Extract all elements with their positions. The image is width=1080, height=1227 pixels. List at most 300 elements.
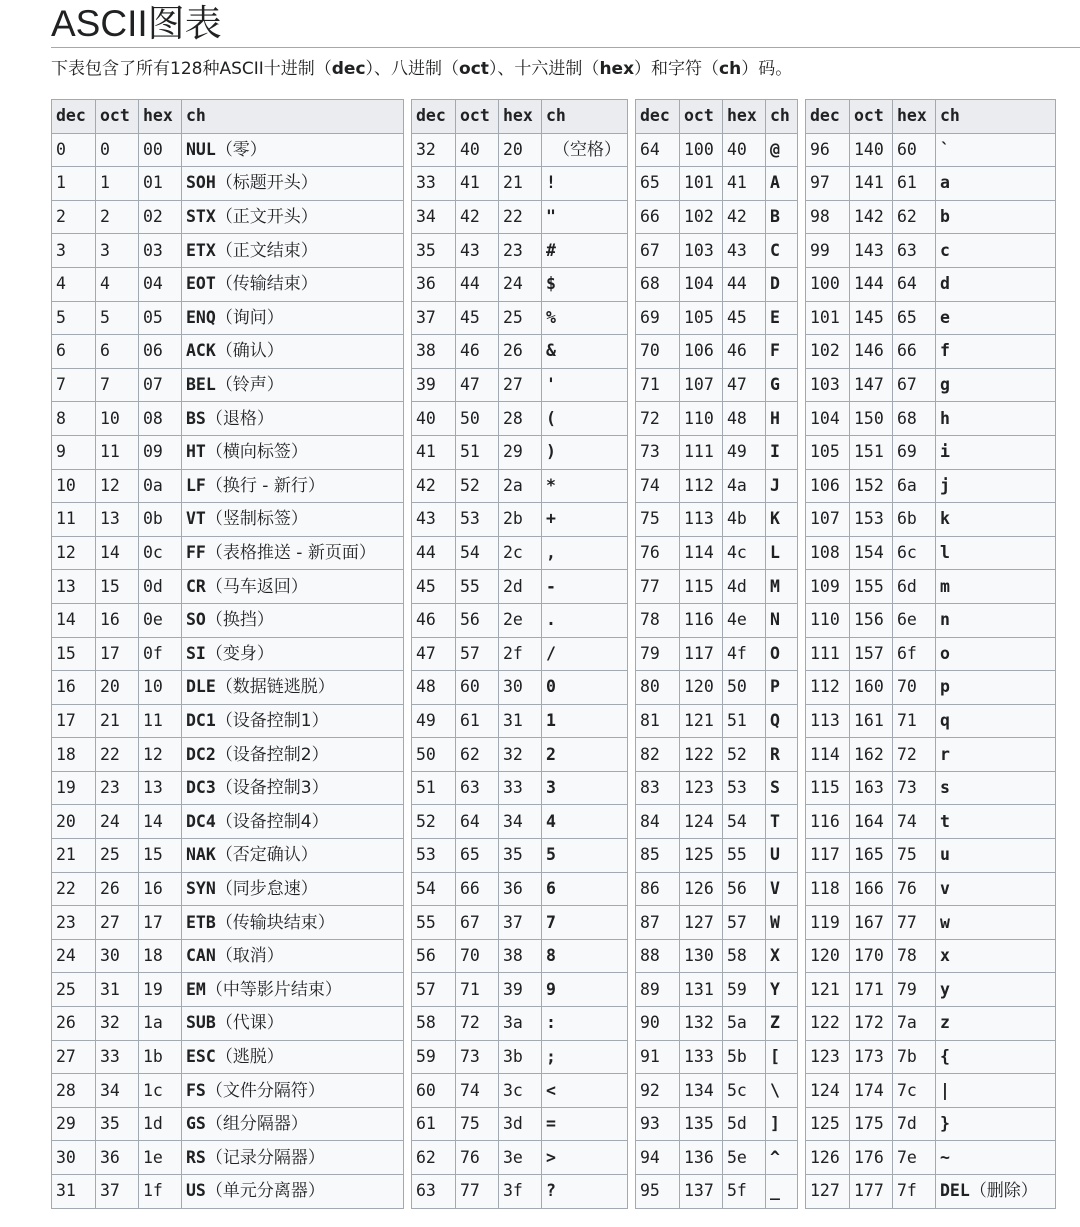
char-code: FF bbox=[186, 543, 206, 563]
hex-cell: 36 bbox=[499, 872, 542, 906]
char-code: LF bbox=[186, 475, 206, 495]
char-cell bbox=[766, 133, 798, 167]
hex-cell: 6f bbox=[893, 637, 936, 671]
char-description: （空格） bbox=[553, 139, 621, 160]
hex-cell: 5d bbox=[723, 1107, 766, 1141]
table-row bbox=[806, 335, 1056, 369]
dec-cell: 98 bbox=[806, 200, 850, 234]
table-row bbox=[412, 503, 628, 537]
char-description: （文件分隔符） bbox=[205, 1080, 325, 1101]
dec-cell: 32 bbox=[412, 133, 456, 167]
hex-cell: 26 bbox=[499, 335, 542, 369]
char-cell bbox=[766, 234, 798, 268]
table-row bbox=[806, 805, 1056, 839]
oct-cell: 64 bbox=[456, 805, 499, 839]
char-code: } bbox=[940, 1114, 950, 1134]
dec-cell: 36 bbox=[412, 267, 456, 301]
table-row bbox=[806, 671, 1056, 705]
intro-dec: dec bbox=[331, 59, 366, 79]
table-row bbox=[412, 872, 628, 906]
char-cell bbox=[542, 200, 628, 234]
table-row bbox=[636, 335, 798, 369]
char-cell bbox=[182, 469, 404, 503]
hex-cell: 2e bbox=[499, 603, 542, 637]
table-row bbox=[52, 704, 404, 738]
char-code: # bbox=[546, 240, 556, 260]
char-code: ' bbox=[546, 375, 556, 395]
table-row bbox=[412, 637, 628, 671]
dec-cell: 78 bbox=[636, 603, 680, 637]
dec-cell: 74 bbox=[636, 469, 680, 503]
dec-cell: 28 bbox=[52, 1074, 96, 1108]
hex-cell: 54 bbox=[723, 805, 766, 839]
oct-cell: 144 bbox=[850, 267, 893, 301]
dec-cell: 89 bbox=[636, 973, 680, 1007]
hex-cell: 1c bbox=[139, 1074, 182, 1108]
char-description: （传输结束） bbox=[215, 274, 318, 295]
dec-cell: 26 bbox=[52, 1007, 96, 1041]
char-cell bbox=[766, 335, 798, 369]
table-row bbox=[806, 1007, 1056, 1041]
char-code: P bbox=[770, 677, 780, 697]
hex-cell: 43 bbox=[723, 234, 766, 268]
table-row bbox=[806, 1141, 1056, 1175]
oct-cell: 176 bbox=[850, 1141, 893, 1175]
intro-prefix: 下表包含了所有128种ASCII十进制（ bbox=[51, 59, 332, 79]
hex-cell: 4f bbox=[723, 637, 766, 671]
char-cell bbox=[766, 301, 798, 335]
hex-cell: 00 bbox=[139, 133, 182, 167]
char-code: 6 bbox=[546, 878, 556, 898]
oct-cell: 43 bbox=[456, 234, 499, 268]
dec-cell: 10 bbox=[52, 469, 96, 503]
dec-cell: 68 bbox=[636, 267, 680, 301]
table-row bbox=[412, 1074, 628, 1108]
char-code: I bbox=[770, 442, 780, 462]
oct-cell: 16 bbox=[96, 603, 139, 637]
char-code: DEL bbox=[940, 1181, 970, 1201]
dec-cell: 127 bbox=[806, 1175, 850, 1209]
dec-cell: 72 bbox=[636, 402, 680, 436]
char-code: SO bbox=[186, 610, 206, 630]
dec-cell: 97 bbox=[806, 167, 850, 201]
oct-cell: 60 bbox=[456, 671, 499, 705]
oct-cell: 173 bbox=[850, 1040, 893, 1074]
hex-cell: 73 bbox=[893, 771, 936, 805]
char-cell bbox=[766, 536, 798, 570]
hex-cell: 15 bbox=[139, 839, 182, 873]
char-code: K bbox=[770, 509, 780, 529]
oct-cell: 45 bbox=[456, 301, 499, 335]
char-code: o bbox=[940, 643, 950, 663]
char-code: ) bbox=[546, 442, 556, 462]
oct-cell: 55 bbox=[456, 570, 499, 604]
char-description: （设备控制1） bbox=[215, 710, 329, 731]
header-ch: ch bbox=[936, 100, 1056, 134]
table-row bbox=[52, 1141, 404, 1175]
char-code: BS bbox=[186, 408, 206, 428]
hex-cell: 07 bbox=[139, 368, 182, 402]
char-cell bbox=[542, 368, 628, 402]
char-cell bbox=[936, 1141, 1056, 1175]
char-code: E bbox=[770, 307, 780, 327]
char-cell bbox=[182, 1074, 404, 1108]
char-code: R bbox=[770, 744, 780, 764]
hex-cell: 3a bbox=[499, 1007, 542, 1041]
char-code: 8 bbox=[546, 946, 556, 966]
dec-cell: 4 bbox=[52, 267, 96, 301]
dec-cell: 12 bbox=[52, 536, 96, 570]
char-code: Q bbox=[770, 710, 780, 730]
dec-cell: 105 bbox=[806, 435, 850, 469]
dec-cell: 48 bbox=[412, 671, 456, 705]
char-code: x bbox=[940, 946, 950, 966]
char-code: k bbox=[940, 509, 950, 529]
dec-cell: 19 bbox=[52, 771, 96, 805]
hex-cell: 51 bbox=[723, 704, 766, 738]
char-code: ` bbox=[940, 139, 950, 159]
oct-cell: 66 bbox=[456, 872, 499, 906]
dec-cell: 16 bbox=[52, 671, 96, 705]
table-row bbox=[636, 906, 798, 940]
dec-cell: 52 bbox=[412, 805, 456, 839]
char-code: u bbox=[940, 845, 950, 865]
char-cell bbox=[542, 603, 628, 637]
hex-cell: 0f bbox=[139, 637, 182, 671]
char-cell bbox=[936, 435, 1056, 469]
char-cell bbox=[182, 906, 404, 940]
header-hex: hex bbox=[893, 100, 936, 134]
oct-cell: 11 bbox=[96, 435, 139, 469]
table-row bbox=[52, 771, 404, 805]
oct-cell: 116 bbox=[680, 603, 723, 637]
dec-cell: 100 bbox=[806, 267, 850, 301]
hex-cell: 5c bbox=[723, 1074, 766, 1108]
table-row bbox=[806, 133, 1056, 167]
hex-cell: 2c bbox=[499, 536, 542, 570]
hex-cell: 67 bbox=[893, 368, 936, 402]
char-cell bbox=[182, 503, 404, 537]
header-hex: hex bbox=[499, 100, 542, 134]
oct-cell: 165 bbox=[850, 839, 893, 873]
char-cell bbox=[182, 1107, 404, 1141]
dec-cell: 115 bbox=[806, 771, 850, 805]
dec-cell: 69 bbox=[636, 301, 680, 335]
table-row bbox=[412, 939, 628, 973]
char-code: " bbox=[546, 207, 556, 227]
char-cell bbox=[936, 167, 1056, 201]
oct-cell: 177 bbox=[850, 1175, 893, 1209]
char-cell bbox=[542, 536, 628, 570]
char-code: / bbox=[546, 643, 556, 663]
hex-cell: 68 bbox=[893, 402, 936, 436]
char-code: T bbox=[770, 811, 780, 831]
table-row bbox=[52, 435, 404, 469]
dec-cell: 39 bbox=[412, 368, 456, 402]
oct-cell: 52 bbox=[456, 469, 499, 503]
hex-cell: 08 bbox=[139, 402, 182, 436]
dec-cell: 104 bbox=[806, 402, 850, 436]
char-code: ENQ bbox=[186, 307, 216, 327]
table-row bbox=[52, 402, 404, 436]
char-cell bbox=[542, 704, 628, 738]
char-cell bbox=[182, 839, 404, 873]
dec-cell: 80 bbox=[636, 671, 680, 705]
dec-cell: 77 bbox=[636, 570, 680, 604]
oct-cell: 12 bbox=[96, 469, 139, 503]
ascii-table-2 bbox=[411, 99, 628, 1209]
table-row bbox=[636, 402, 798, 436]
oct-cell: 32 bbox=[96, 1007, 139, 1041]
oct-cell: 46 bbox=[456, 335, 499, 369]
table-row bbox=[412, 469, 628, 503]
char-code: X bbox=[770, 946, 780, 966]
hex-cell: 3d bbox=[499, 1107, 542, 1141]
dec-cell: 21 bbox=[52, 839, 96, 873]
char-cell bbox=[936, 570, 1056, 604]
oct-cell: 44 bbox=[456, 267, 499, 301]
char-code: NUL bbox=[186, 139, 216, 159]
char-code: 3 bbox=[546, 778, 556, 798]
oct-cell: 0 bbox=[96, 133, 139, 167]
hex-cell: 1f bbox=[139, 1175, 182, 1209]
dec-cell: 95 bbox=[636, 1175, 680, 1209]
char-cell bbox=[936, 402, 1056, 436]
oct-cell: 164 bbox=[850, 805, 893, 839]
dec-cell: 20 bbox=[52, 805, 96, 839]
char-cell bbox=[542, 402, 628, 436]
hex-cell: 13 bbox=[139, 771, 182, 805]
oct-cell: 124 bbox=[680, 805, 723, 839]
char-cell bbox=[936, 536, 1056, 570]
hex-cell: 02 bbox=[139, 200, 182, 234]
char-code: * bbox=[546, 475, 556, 495]
hex-cell: 76 bbox=[893, 872, 936, 906]
table-row bbox=[636, 939, 798, 973]
table-row bbox=[636, 570, 798, 604]
char-cell bbox=[936, 1107, 1056, 1141]
hex-cell: 30 bbox=[499, 671, 542, 705]
hex-cell: 0b bbox=[139, 503, 182, 537]
table-row bbox=[636, 738, 798, 772]
dec-cell: 41 bbox=[412, 435, 456, 469]
dec-cell: 7 bbox=[52, 368, 96, 402]
char-code: ; bbox=[546, 1046, 556, 1066]
dec-cell: 45 bbox=[412, 570, 456, 604]
char-code: s bbox=[940, 778, 950, 798]
char-code: ! bbox=[546, 173, 556, 193]
char-code: STX bbox=[186, 207, 216, 227]
char-code: h bbox=[940, 408, 950, 428]
header-ch: ch bbox=[766, 100, 798, 134]
char-code: GS bbox=[186, 1114, 206, 1134]
oct-cell: 113 bbox=[680, 503, 723, 537]
dec-cell: 27 bbox=[52, 1040, 96, 1074]
char-cell bbox=[936, 234, 1056, 268]
char-cell bbox=[766, 402, 798, 436]
table-row bbox=[806, 469, 1056, 503]
char-cell bbox=[766, 738, 798, 772]
char-cell bbox=[182, 301, 404, 335]
char-cell bbox=[182, 200, 404, 234]
table-row bbox=[52, 167, 404, 201]
char-description: （传输块结束） bbox=[215, 912, 335, 933]
dec-cell: 30 bbox=[52, 1141, 96, 1175]
table-row bbox=[412, 267, 628, 301]
hex-cell: 11 bbox=[139, 704, 182, 738]
hex-cell: 3b bbox=[499, 1040, 542, 1074]
table-row bbox=[52, 906, 404, 940]
char-cell bbox=[766, 906, 798, 940]
hex-cell: 79 bbox=[893, 973, 936, 1007]
hex-cell: 39 bbox=[499, 973, 542, 1007]
dec-cell: 118 bbox=[806, 872, 850, 906]
char-cell bbox=[182, 435, 404, 469]
char-cell bbox=[766, 839, 798, 873]
char-cell bbox=[542, 301, 628, 335]
char-code: q bbox=[940, 710, 950, 730]
ascii-table-4 bbox=[805, 99, 1056, 1209]
char-cell bbox=[766, 267, 798, 301]
oct-cell: 70 bbox=[456, 939, 499, 973]
oct-cell: 157 bbox=[850, 637, 893, 671]
char-code: d bbox=[940, 274, 950, 294]
oct-cell: 111 bbox=[680, 435, 723, 469]
char-cell bbox=[766, 1040, 798, 1074]
dec-cell: 24 bbox=[52, 939, 96, 973]
char-code: 1 bbox=[546, 710, 556, 730]
dec-cell: 40 bbox=[412, 402, 456, 436]
oct-cell: 151 bbox=[850, 435, 893, 469]
dec-cell: 63 bbox=[412, 1175, 456, 1209]
header-dec: dec bbox=[636, 100, 680, 134]
header-oct: oct bbox=[456, 100, 499, 134]
char-code: m bbox=[940, 576, 950, 596]
char-cell bbox=[766, 637, 798, 671]
char-code: . bbox=[546, 610, 556, 630]
table-row bbox=[636, 872, 798, 906]
hex-cell: 0d bbox=[139, 570, 182, 604]
hex-cell: 4e bbox=[723, 603, 766, 637]
dec-cell: 88 bbox=[636, 939, 680, 973]
char-description: （删除） bbox=[969, 1181, 1038, 1202]
intro-ch: ch bbox=[719, 59, 742, 79]
table-row bbox=[52, 738, 404, 772]
char-code: A bbox=[770, 173, 780, 193]
char-cell bbox=[936, 671, 1056, 705]
char-description: （换行 - 新行） bbox=[205, 475, 325, 496]
oct-cell: 101 bbox=[680, 167, 723, 201]
char-cell bbox=[766, 1107, 798, 1141]
table-row bbox=[52, 570, 404, 604]
hex-cell: 70 bbox=[893, 671, 936, 705]
char-code: = bbox=[546, 1114, 556, 1134]
char-description: （零） bbox=[215, 139, 267, 160]
hex-cell: 4d bbox=[723, 570, 766, 604]
table-row bbox=[412, 536, 628, 570]
table-row bbox=[806, 402, 1056, 436]
oct-cell: 133 bbox=[680, 1040, 723, 1074]
char-code: f bbox=[940, 341, 950, 361]
char-code: i bbox=[940, 442, 950, 462]
hex-cell: 6e bbox=[893, 603, 936, 637]
table-row bbox=[806, 872, 1056, 906]
dec-cell: 121 bbox=[806, 973, 850, 1007]
oct-cell: 61 bbox=[456, 704, 499, 738]
table-row bbox=[636, 704, 798, 738]
table-header-row bbox=[636, 100, 798, 134]
char-cell bbox=[542, 805, 628, 839]
dec-cell: 79 bbox=[636, 637, 680, 671]
table-row bbox=[52, 1040, 404, 1074]
char-code: j bbox=[940, 475, 950, 495]
dec-cell: 60 bbox=[412, 1074, 456, 1108]
hex-cell: 6b bbox=[893, 503, 936, 537]
char-cell bbox=[766, 704, 798, 738]
dec-cell: 42 bbox=[412, 469, 456, 503]
char-cell bbox=[766, 368, 798, 402]
char-cell bbox=[542, 1175, 628, 1209]
char-code: 0 bbox=[546, 677, 556, 697]
dec-cell: 106 bbox=[806, 469, 850, 503]
table-row bbox=[52, 973, 404, 1007]
char-code: F bbox=[770, 341, 780, 361]
hex-cell: 66 bbox=[893, 335, 936, 369]
oct-cell: 33 bbox=[96, 1040, 139, 1074]
char-description: （横向标签） bbox=[205, 442, 308, 463]
header-hex: hex bbox=[723, 100, 766, 134]
oct-cell: 130 bbox=[680, 939, 723, 973]
char-description: （马车返回） bbox=[205, 576, 308, 597]
hex-cell: 74 bbox=[893, 805, 936, 839]
char-cell bbox=[182, 805, 404, 839]
char-code: FS bbox=[186, 1080, 206, 1100]
hex-cell: 5a bbox=[723, 1007, 766, 1041]
header-ch: ch bbox=[542, 100, 628, 134]
oct-cell: 160 bbox=[850, 671, 893, 705]
table-row bbox=[412, 1175, 628, 1209]
hex-cell: 1e bbox=[139, 1141, 182, 1175]
char-cell bbox=[766, 603, 798, 637]
table-row bbox=[52, 536, 404, 570]
hex-cell: 6c bbox=[893, 536, 936, 570]
char-code: l bbox=[940, 543, 950, 563]
hex-cell: 53 bbox=[723, 771, 766, 805]
table-row bbox=[412, 805, 628, 839]
hex-cell: 61 bbox=[893, 167, 936, 201]
hex-cell: 03 bbox=[139, 234, 182, 268]
oct-cell: 51 bbox=[456, 435, 499, 469]
char-cell bbox=[182, 267, 404, 301]
char-code: < bbox=[546, 1080, 556, 1100]
dec-cell: 73 bbox=[636, 435, 680, 469]
oct-cell: 42 bbox=[456, 200, 499, 234]
char-code: DC3 bbox=[186, 778, 216, 798]
char-cell bbox=[542, 939, 628, 973]
char-description: （设备控制3） bbox=[215, 778, 329, 799]
char-code: EM bbox=[186, 979, 206, 999]
char-cell bbox=[182, 133, 404, 167]
oct-cell: 126 bbox=[680, 872, 723, 906]
header-hex: hex bbox=[139, 100, 182, 134]
hex-cell: 50 bbox=[723, 671, 766, 705]
char-code: : bbox=[546, 1013, 556, 1033]
hex-cell: 3c bbox=[499, 1074, 542, 1108]
char-code: EOT bbox=[186, 274, 216, 294]
char-code: H bbox=[770, 408, 780, 428]
table-row bbox=[412, 402, 628, 436]
table-row bbox=[412, 200, 628, 234]
